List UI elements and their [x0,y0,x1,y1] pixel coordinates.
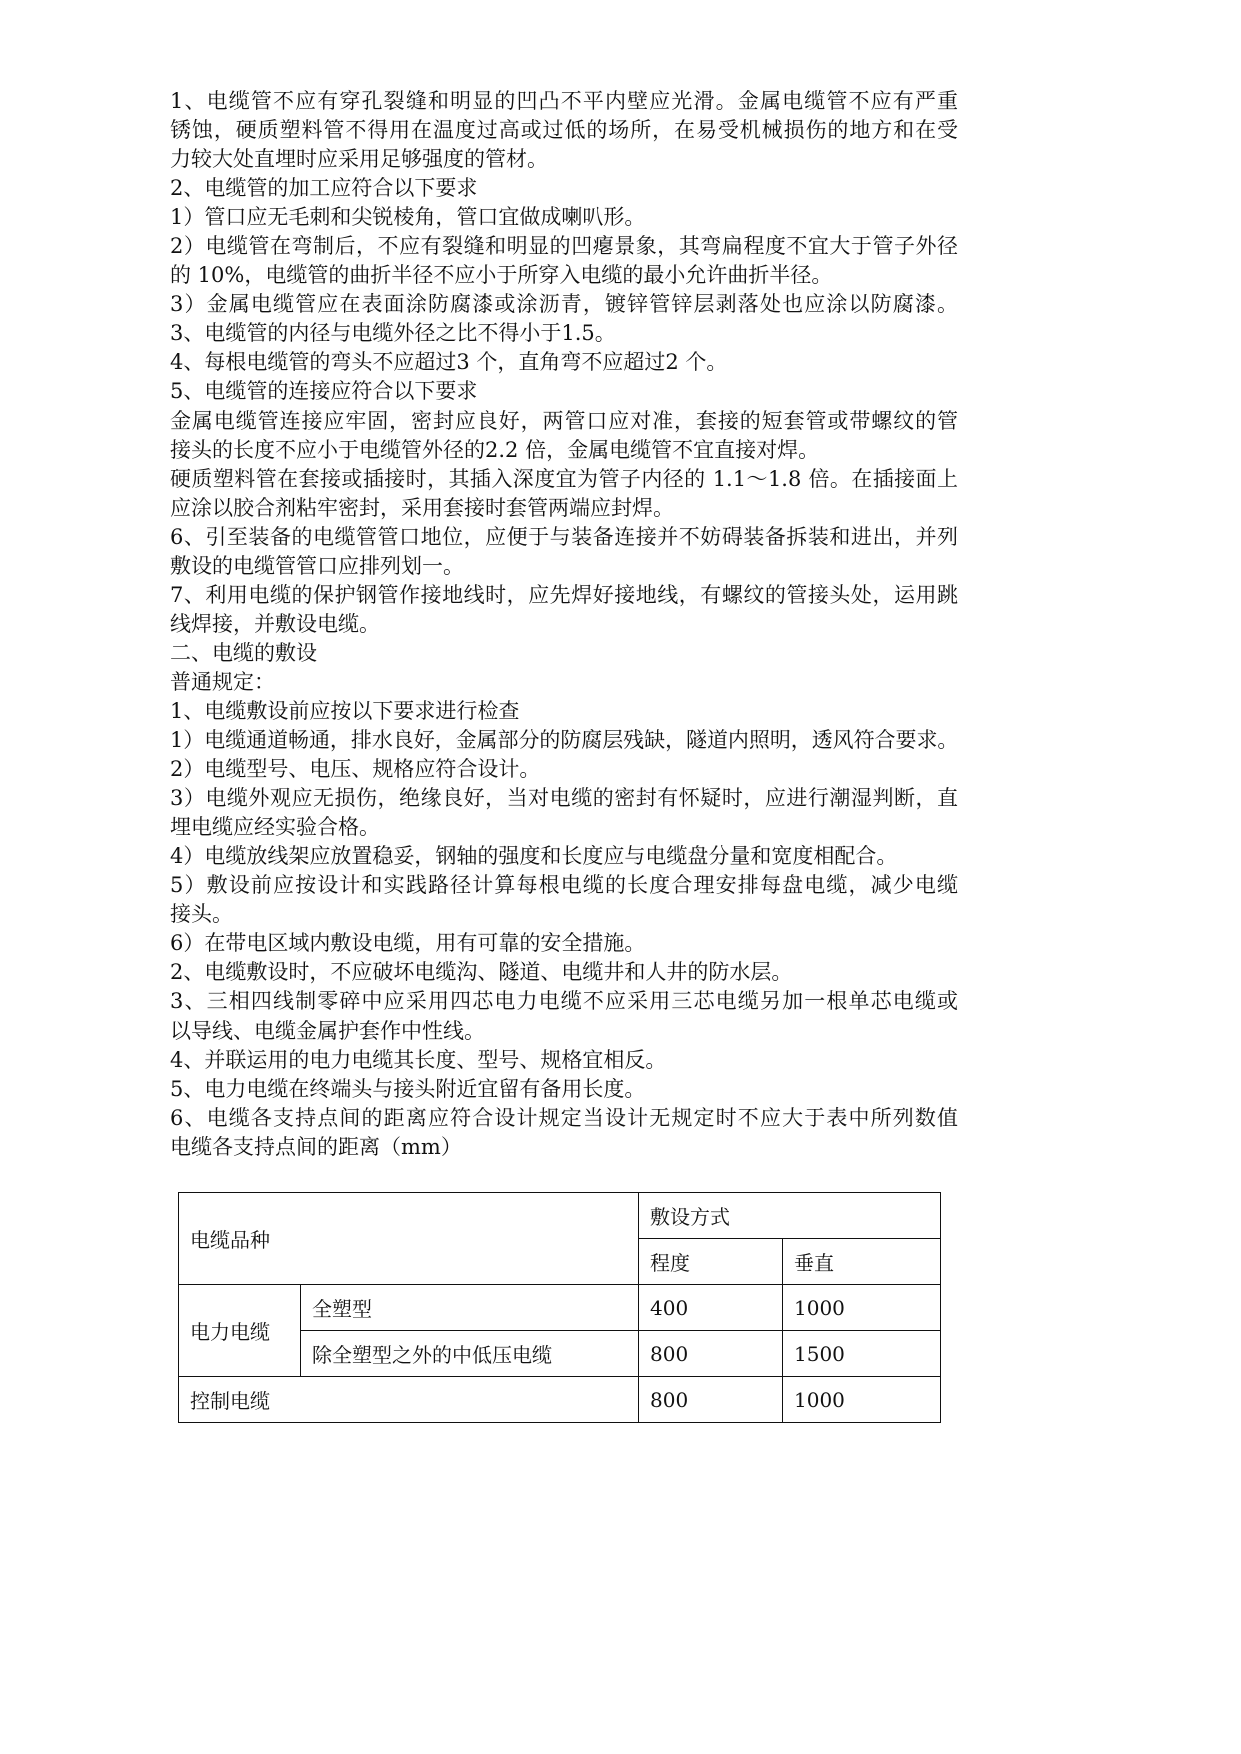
text-line: 的 10%，电缆管的曲折半径不应小于所穿入电缆的最小允许曲折半径。 [170,263,833,288]
text-line: 硬质塑料管在套接或插接时，其插入深度宜为管子内径的 1.1～1.8 倍。在插接面上 [170,466,958,491]
text-line: 6、电缆各支持点间的距离应符合设计规定当设计无规定时不应大于表中所列数值 [170,1105,958,1130]
text-line: 7、利用电缆的保护钢管作接地线时，应先焊好接地线，有螺纹的管接头处，运用跳 [170,582,958,607]
chapter-heading: 二、电缆的敷设 [170,640,317,665]
row-horizontal-cell: 800 [639,1331,783,1377]
text-line: 5）敷设前应按设计和实践路径计算每根电缆的长度合理安排每盘电缆，减少电缆 [170,873,958,898]
text-line: 1）管口应无毛刺和尖锐棱角，管口宜做成喇叭形。 [170,205,646,230]
text-line: 力较大处直埋时应采用足够强度的管材。 [170,147,548,172]
text-line: 6）在带电区域内敷设电缆，用有可靠的安全措施。 [170,931,646,956]
text-line: 3、电缆管的内径与电缆外径之比不得小于1.5。 [170,321,616,346]
text-line: 2）电缆管在弯制后，不应有裂缝和明显的凹瘪景象，其弯扁程度不宜大于管子外径 [170,234,958,259]
text-line: 2、电缆敷设时，不应破坏电缆沟、隧道、电缆井和人井的防水层。 [170,960,793,985]
table-caption: 电缆各支持点间的距离（mm） [170,1134,462,1159]
text-line: 锈蚀，硬质塑料管不得用在温度过高或过低的场所，在易受机械损伤的地方和在受 [170,118,958,143]
text-line: 埋电缆应经实验合格。 [170,815,380,840]
row-group-cell: 电力电缆 [179,1285,301,1377]
text-line: 1、电缆管不应有穿孔裂缝和明显的凹凸不平内壁应光滑。金属电缆管不应有严重 [170,89,958,113]
row-horizontal-cell: 400 [639,1285,783,1331]
section-heading: 2、电缆管的加工应符合以下要求 [170,176,478,201]
text-line: 以导线、电缆金属护套作中性线。 [170,1018,485,1043]
section-heading: 1、电缆敷设前应按以下要求进行检查 [170,698,520,723]
table-row [179,1377,941,1423]
support-distance-table [178,1192,941,1423]
table-header-row [179,1193,941,1239]
text-line: 接头。 [170,902,233,927]
header-vertical: 垂直 [783,1239,941,1285]
text-line: 应涂以胶合剂粘牢密封，采用套接时套管两端应封焊。 [170,495,674,520]
text-line: 2）电缆型号、电压、规格应符合设计。 [170,757,541,782]
text-line: 4）电缆放线架应放置稳妥，钢轴的强度和长度应与电缆盘分量和宽度相配合。 [170,844,898,869]
text-line: 金属电缆管连接应牢固，密封应良好，两管口应对准，套接的短套管或带螺纹的管 [170,408,958,433]
text-line: 线焊接，并敷设电缆。 [170,611,380,636]
header-cable-type: 电缆品种 [179,1193,639,1285]
row-horizontal-cell: 800 [639,1377,783,1423]
section-heading: 5、电缆管的连接应符合以下要求 [170,379,478,404]
text-line: 敷设的电缆管管口应排列划一。 [170,553,464,578]
text-line: 4、每根电缆管的弯头不应超过3 个，直角弯不应超过2 个。 [170,350,728,375]
body-text [170,87,958,1162]
text-line: 3）电缆外观应无损伤，绝缘良好，当对电缆的密封有怀疑时，应进行潮湿判断，直 [170,786,958,811]
row-group-cell: 控制电缆 [179,1377,639,1423]
row-vertical-cell: 1500 [783,1331,941,1377]
row-type-cell: 全塑型 [301,1285,639,1331]
header-laying-method: 敷设方式 [639,1193,941,1239]
text-line: 3、三相四线制零碎中应采用四芯电力电缆不应采用三芯电缆另加一根单芯电缆或 [170,989,958,1014]
text-line: 6、引至装备的电缆管管口地位，应便于与装备连接并不妨碍装备拆装和进出，并列 [170,524,958,549]
table-row [179,1285,941,1331]
row-vertical-cell: 1000 [783,1377,941,1423]
text-line: 4、并联运用的电力电缆其长度、型号、规格宜相反。 [170,1047,667,1072]
row-vertical-cell: 1000 [783,1285,941,1331]
text-line: 5、电力电缆在终端头与接头附近宜留有备用长度。 [170,1076,646,1101]
row-type-cell: 除全塑型之外的中低压电缆 [301,1331,639,1377]
text-line: 1）电缆通道畅通，排水良好，金属部分的防腐层残缺，隧道内照明，透风符合要求。 [170,728,958,753]
subheading: 普通规定： [170,669,275,694]
text-line: 3）金属电缆管应在表面涂防腐漆或涂沥青，镀锌管锌层剥落处也应涂以防腐漆。 [170,292,958,317]
header-horizontal: 程度 [639,1239,783,1285]
text-line: 接头的长度不应小于电缆管外径的2.2 倍，金属电缆管不宜直接对焊。 [170,437,820,462]
